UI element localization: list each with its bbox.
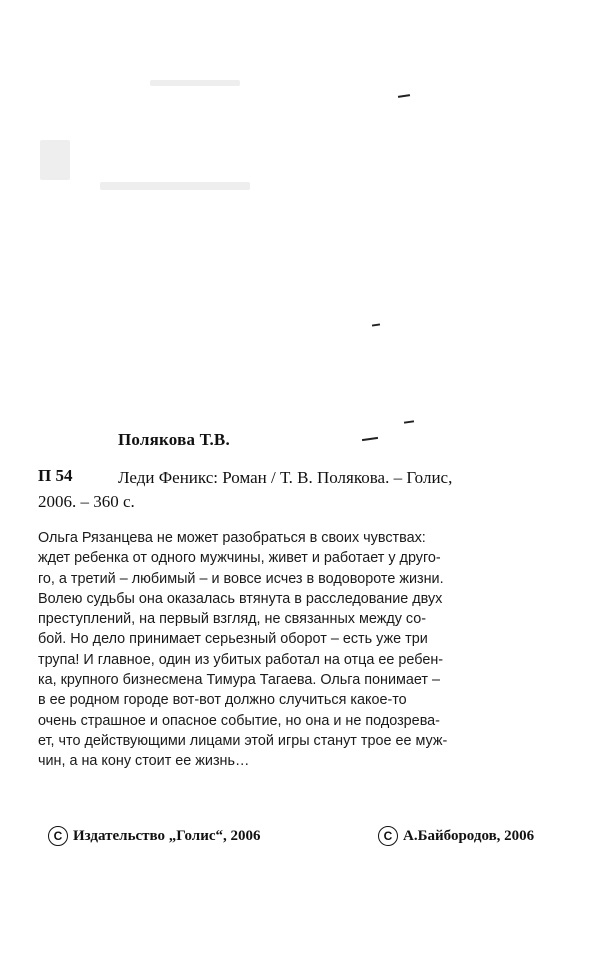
annotation-line: ждет ребенка от одного мужчины, живет и работает у друго- [38, 550, 441, 567]
ink-speck [372, 323, 380, 326]
bibliographic-line-2: 2006. – 360 с. [38, 492, 135, 511]
author-name: Полякова Т.В. [118, 430, 230, 449]
annotation-line: ка, крупного бизнесмена Тимура Тагаева. Ольга понимает – [38, 672, 441, 689]
annotation-line: Волею судьбы она оказалась втянута в расследование двух [38, 590, 443, 607]
annotation-line: чин, а на кону стоит ее жизнь… [38, 753, 250, 770]
annotation-line: Ольга Рязанцева не может разобраться в своих чувствах: [38, 530, 426, 546]
publisher-copyright [48, 826, 261, 846]
copyright-icon: C [48, 826, 68, 846]
annotation-line: го, а третий – любимый – и вовсе исчез в водовороте жизни. [38, 570, 444, 587]
annotation-line: ет, что действующими лицами этой игры станут трое ее муж- [38, 732, 448, 749]
ink-speck [398, 94, 410, 98]
copyright-icon: C [378, 826, 398, 846]
show-through-ghost [150, 80, 240, 86]
ink-speck [362, 437, 378, 441]
annotation-line: преступлений, на первый взгляд, не связанных между со- [38, 611, 427, 628]
designer-copyright-text: А.Байбородов, 2006 [403, 827, 535, 844]
annotation-line: в ее родном городе вот-вот должно случиться какое-то [38, 692, 407, 709]
bibliographic-line-1: Леди Феникс: Роман / Т. В. Полякова. – Голис, [118, 468, 453, 487]
annotation-paragraph [38, 528, 558, 772]
annotation-line: бой. Но дело принимает серьезный оборот – есть уже три [38, 631, 428, 648]
annotation-line: трупа! И главное, один из убитых работал на отца ее ребен- [38, 651, 444, 668]
library-code: П 54 [38, 466, 73, 485]
show-through-ghost [40, 140, 70, 180]
ink-speck [404, 420, 414, 423]
annotation-line: очень страшное и опасное событие, но она и не подозрева- [38, 712, 440, 729]
publisher-copyright-text: Издательство „Голис“, 2006 [73, 827, 261, 844]
show-through-ghost [100, 182, 250, 190]
designer-copyright [378, 826, 534, 846]
